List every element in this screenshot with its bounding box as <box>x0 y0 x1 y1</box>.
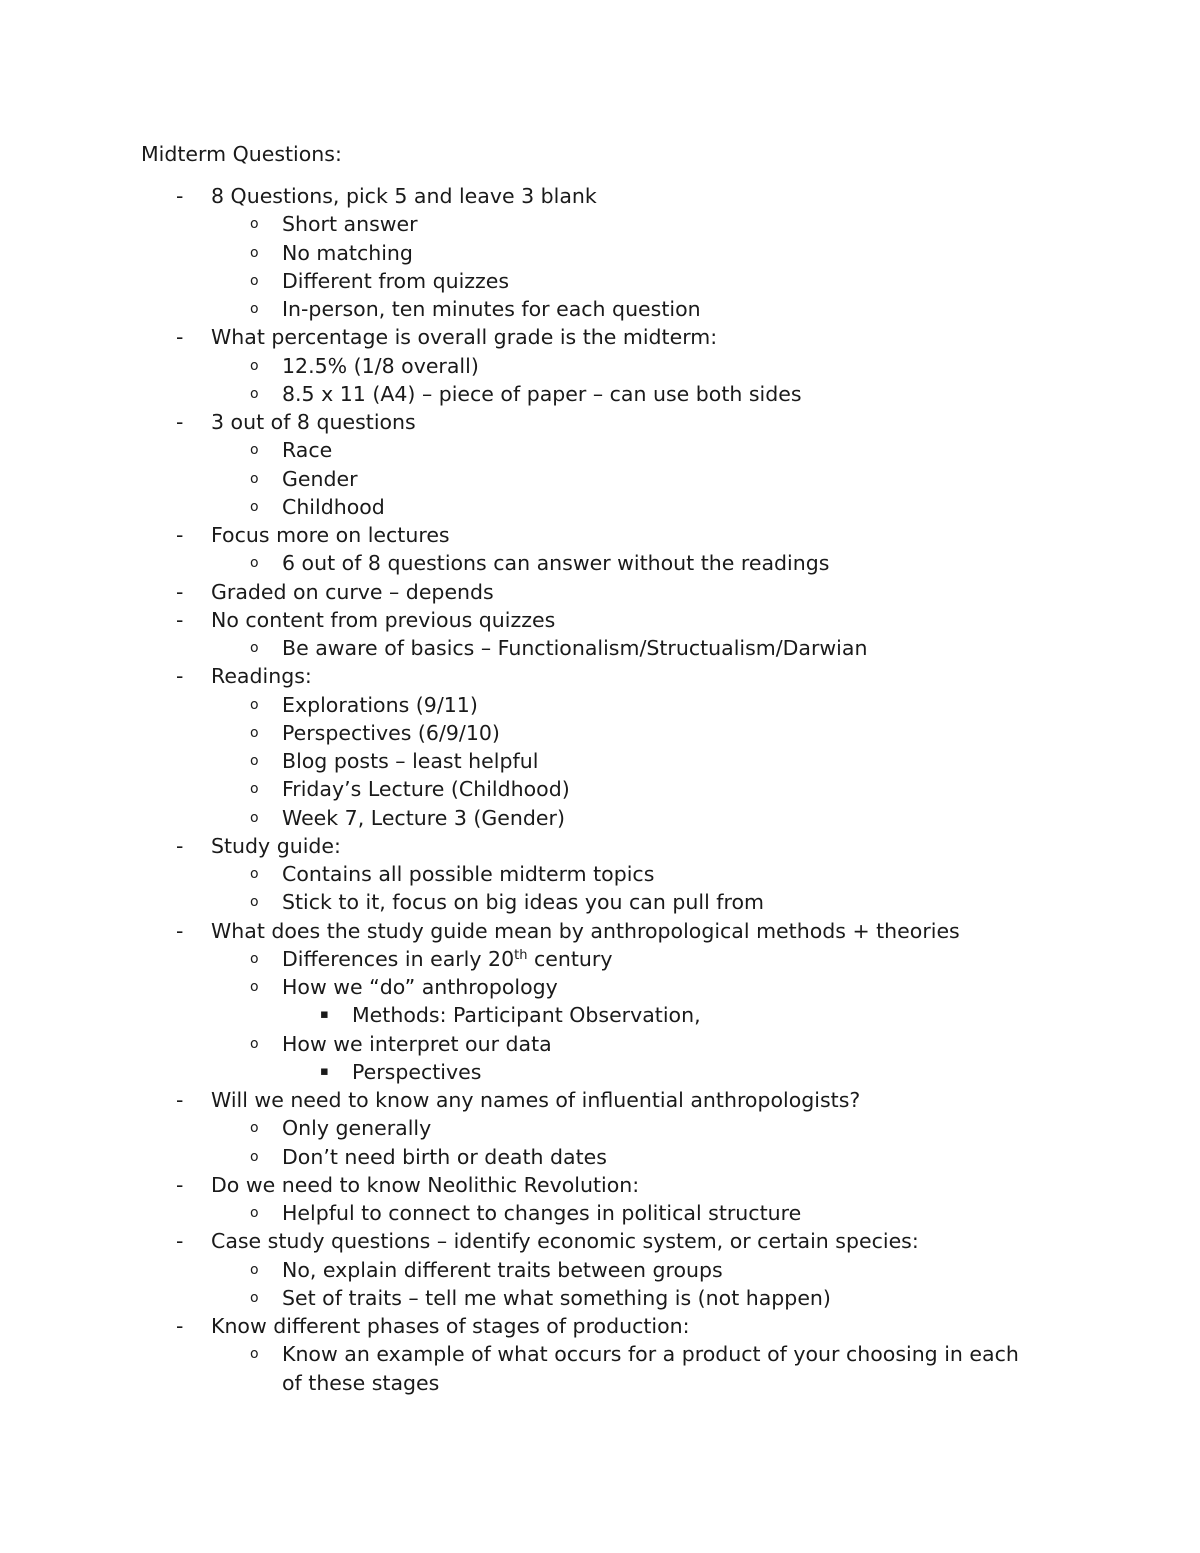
list-item-text <box>211 521 450 549</box>
circle-bullet: o <box>250 1261 259 1278</box>
list-item-label: Helpful to connect to changes in political structure <box>282 1201 802 1225</box>
list-item-label: No, explain different traits between groups <box>282 1257 723 1282</box>
list-item <box>0 606 1200 634</box>
list-item-text <box>211 1227 919 1255</box>
list-item-label: Perspectives <box>352 1059 482 1084</box>
list-item-text <box>282 860 654 888</box>
list-item <box>0 1001 1200 1029</box>
list-item-text <box>282 549 829 577</box>
list-item-text <box>282 973 558 1001</box>
list-item <box>0 239 1200 267</box>
list-item-label: How we “do” anthropology <box>282 975 558 999</box>
list-item-label: Methods: Participant Observation, <box>352 1003 701 1028</box>
list-item-text <box>282 775 570 803</box>
list-item-text <box>282 465 358 493</box>
list-item-label: Race <box>282 438 333 463</box>
circle-bullet: o <box>250 216 259 233</box>
list-item-label: Readings: <box>211 664 312 689</box>
list-item <box>0 465 1200 493</box>
list-item-label: What percentage is overall grade is the midterm: <box>211 325 718 350</box>
list-item <box>0 436 1200 464</box>
list-item <box>0 578 1200 606</box>
dash-bullet: - <box>176 184 184 208</box>
dash-bullet: - <box>176 833 184 858</box>
list-item-label: 6 out of 8 questions can answer without the readings <box>282 551 830 576</box>
list-item-text <box>211 832 341 860</box>
list-item-label: Study guide: <box>211 833 341 858</box>
list-item-text <box>282 380 802 408</box>
list-item <box>0 1284 1200 1312</box>
circle-bullet: o <box>250 979 259 995</box>
list-item-text <box>282 945 612 973</box>
list-item-text <box>282 493 385 521</box>
list-item <box>0 747 1200 775</box>
circle-bullet: o <box>250 894 259 911</box>
dash-bullet: - <box>176 325 184 350</box>
list-item-text <box>282 267 509 295</box>
list-item-text <box>352 1001 701 1029</box>
circle-bullet: o <box>250 724 259 741</box>
list-item-text <box>211 1086 860 1114</box>
dash-bullet: - <box>176 607 184 632</box>
list-item-label: Short answer <box>282 212 418 237</box>
circle-bullet: o <box>250 781 259 798</box>
list-item-text <box>282 691 478 719</box>
list-item <box>0 1114 1200 1142</box>
list-item <box>0 691 1200 719</box>
list-item <box>0 662 1200 690</box>
circle-bullet: o <box>250 272 259 289</box>
dash-bullet: - <box>176 1314 184 1338</box>
list-item-text <box>282 634 867 662</box>
circle-bullet: o <box>250 1346 259 1363</box>
list-item <box>0 1143 1200 1171</box>
dash-bullet: - <box>176 523 184 547</box>
list-item-label: No content from previous quizzes <box>211 607 556 632</box>
list-item-label: Know different phases of stages of production: <box>211 1314 690 1338</box>
list-item <box>0 493 1200 521</box>
list-item-label: Stick to it, focus on big ideas you can pull from <box>282 890 765 915</box>
circle-bullet: o <box>250 555 259 572</box>
list-item-label: Childhood <box>282 494 385 519</box>
list-item-label: 3 out of 8 questions <box>211 410 416 434</box>
list-item-text <box>282 1114 431 1142</box>
list-item <box>0 719 1200 747</box>
circle-bullet: o <box>250 357 259 374</box>
list-item-label-tail: century <box>527 946 613 971</box>
list-item-label: Gender <box>282 466 358 491</box>
list-item <box>0 1369 1200 1397</box>
circle-bullet: o <box>250 753 259 769</box>
list-item <box>0 804 1200 832</box>
list-item-text <box>282 804 565 832</box>
list-item <box>0 1030 1200 1058</box>
list-item-text <box>211 1312 690 1340</box>
dash-bullet: - <box>176 410 184 434</box>
circle-bullet: o <box>250 950 259 967</box>
square-bullet: ▪ <box>320 1063 329 1079</box>
list-item-text <box>282 1256 723 1284</box>
list-item <box>0 860 1200 888</box>
list-item <box>0 1227 1200 1255</box>
list-item <box>0 775 1200 803</box>
list-item-label: Differences in early 20 <box>282 946 515 971</box>
list-item <box>0 634 1200 662</box>
list-item <box>0 1312 1200 1340</box>
list-item-label: Be aware of basics – Functionalism/Structualism/Darwian <box>282 636 868 660</box>
list-item-text <box>282 1340 1019 1368</box>
list-item <box>0 888 1200 916</box>
circle-bullet: o <box>250 1289 259 1306</box>
list-item-label: Perspectives (6/9/10) <box>282 720 500 745</box>
circle-bullet: o <box>250 498 259 515</box>
list-item-label: Graded on curve – depends <box>211 579 494 604</box>
list-item <box>0 267 1200 295</box>
page-title: Midterm Questions: <box>141 142 342 166</box>
circle-bullet: o <box>250 1205 259 1221</box>
list-item-text <box>352 1058 481 1086</box>
list-item-label: Contains all possible midterm topics <box>282 862 655 886</box>
list-item-text <box>211 606 555 634</box>
dash-bullet: - <box>176 1229 184 1254</box>
list-item-text <box>211 917 960 945</box>
list-item-label: Friday’s Lecture (Childhood) <box>282 777 570 802</box>
list-item-text <box>282 1199 801 1227</box>
list-item-label: Don’t need birth or death dates <box>282 1144 607 1169</box>
list-item <box>0 380 1200 408</box>
list-item <box>0 1058 1200 1086</box>
list-item <box>0 832 1200 860</box>
list-item-label: In-person, ten minutes for each question <box>282 297 701 321</box>
list-item <box>0 917 1200 945</box>
list-item <box>0 973 1200 1001</box>
circle-bullet: o <box>250 1035 259 1052</box>
list-item-label: Different from quizzes <box>282 268 510 293</box>
list-item-label: How we interpret our data <box>282 1031 552 1056</box>
circle-bullet: o <box>250 696 259 713</box>
list-item <box>0 210 1200 238</box>
circle-bullet: o <box>250 244 259 261</box>
list-item <box>0 945 1200 973</box>
square-bullet: ▪ <box>320 1007 329 1023</box>
list-item-label: Only generally <box>282 1116 432 1141</box>
list-item <box>0 1171 1200 1199</box>
list-item-text <box>211 1171 639 1199</box>
dash-bullet: - <box>176 1172 184 1197</box>
list-item <box>0 295 1200 323</box>
list-item <box>0 408 1200 436</box>
list-item-label: Know an example of what occurs for a product of your choosing in each <box>282 1342 1019 1367</box>
list-item <box>0 1256 1200 1284</box>
dash-bullet: - <box>176 664 184 689</box>
list-item-text <box>282 1030 552 1058</box>
list-item-label: No matching <box>282 240 413 265</box>
list-item-text <box>282 719 500 747</box>
list-item <box>0 182 1200 210</box>
list-item-text <box>282 888 764 916</box>
list-item-text <box>282 747 538 775</box>
list-item-label: Case study questions – identify economic system, or certain species: <box>211 1229 919 1254</box>
list-item <box>0 549 1200 577</box>
list-item-label: 8 Questions, pick 5 and leave 3 blank <box>211 184 597 208</box>
dash-bullet: - <box>176 918 184 943</box>
circle-bullet: o <box>250 442 259 459</box>
list-item-label: 8.5 x 11 (A4) – piece of paper – can use both sides <box>282 381 802 406</box>
list-item <box>0 521 1200 549</box>
list-item-text <box>211 408 416 436</box>
list-item-label: Blog posts – least helpful <box>282 749 539 773</box>
list-item-label: Week 7, Lecture 3 (Gender) <box>282 805 565 830</box>
list-item-text <box>282 1284 831 1312</box>
list-item-label: Will we need to know any names of influential anthropologists? <box>211 1088 861 1112</box>
list-item-label: Do we need to know Neolithic Revolution: <box>211 1172 640 1197</box>
superscript: th <box>514 947 528 963</box>
list-item-label: of these stages <box>282 1370 440 1395</box>
list-item-text <box>211 578 494 606</box>
dash-bullet: - <box>176 1088 184 1112</box>
list-item <box>0 323 1200 351</box>
list-item <box>0 1199 1200 1227</box>
list-item <box>0 1340 1200 1368</box>
circle-bullet: o <box>250 809 259 826</box>
list-item-text <box>211 182 597 210</box>
circle-bullet: o <box>250 385 259 402</box>
list-item <box>0 1086 1200 1114</box>
list-item-label: Focus more on lectures <box>211 523 450 547</box>
list-item-label: Set of traits – tell me what something is (not happen) <box>282 1285 831 1310</box>
list-item-label: What does the study guide mean by anthropological methods + theories <box>211 918 960 943</box>
list-item-text <box>282 1143 607 1171</box>
list-item-text <box>282 1369 439 1397</box>
list-item-text <box>282 210 418 238</box>
circle-bullet: o <box>250 1120 259 1137</box>
circle-bullet: o <box>250 866 259 882</box>
circle-bullet: o <box>250 301 259 317</box>
list-item-text <box>211 323 717 351</box>
list-item-label: Explorations (9/11) <box>282 692 478 717</box>
circle-bullet: o <box>250 470 259 487</box>
list-item-text <box>282 239 413 267</box>
list-item <box>0 352 1200 380</box>
list-item-text <box>282 295 701 323</box>
list-item-text <box>282 352 479 380</box>
circle-bullet: o <box>250 1148 259 1165</box>
list-item-label: 12.5% (1/8 overall) <box>282 353 479 378</box>
list-item-text <box>211 662 312 690</box>
dash-bullet: - <box>176 579 184 604</box>
circle-bullet: o <box>250 640 259 656</box>
list-item-text <box>282 436 332 464</box>
